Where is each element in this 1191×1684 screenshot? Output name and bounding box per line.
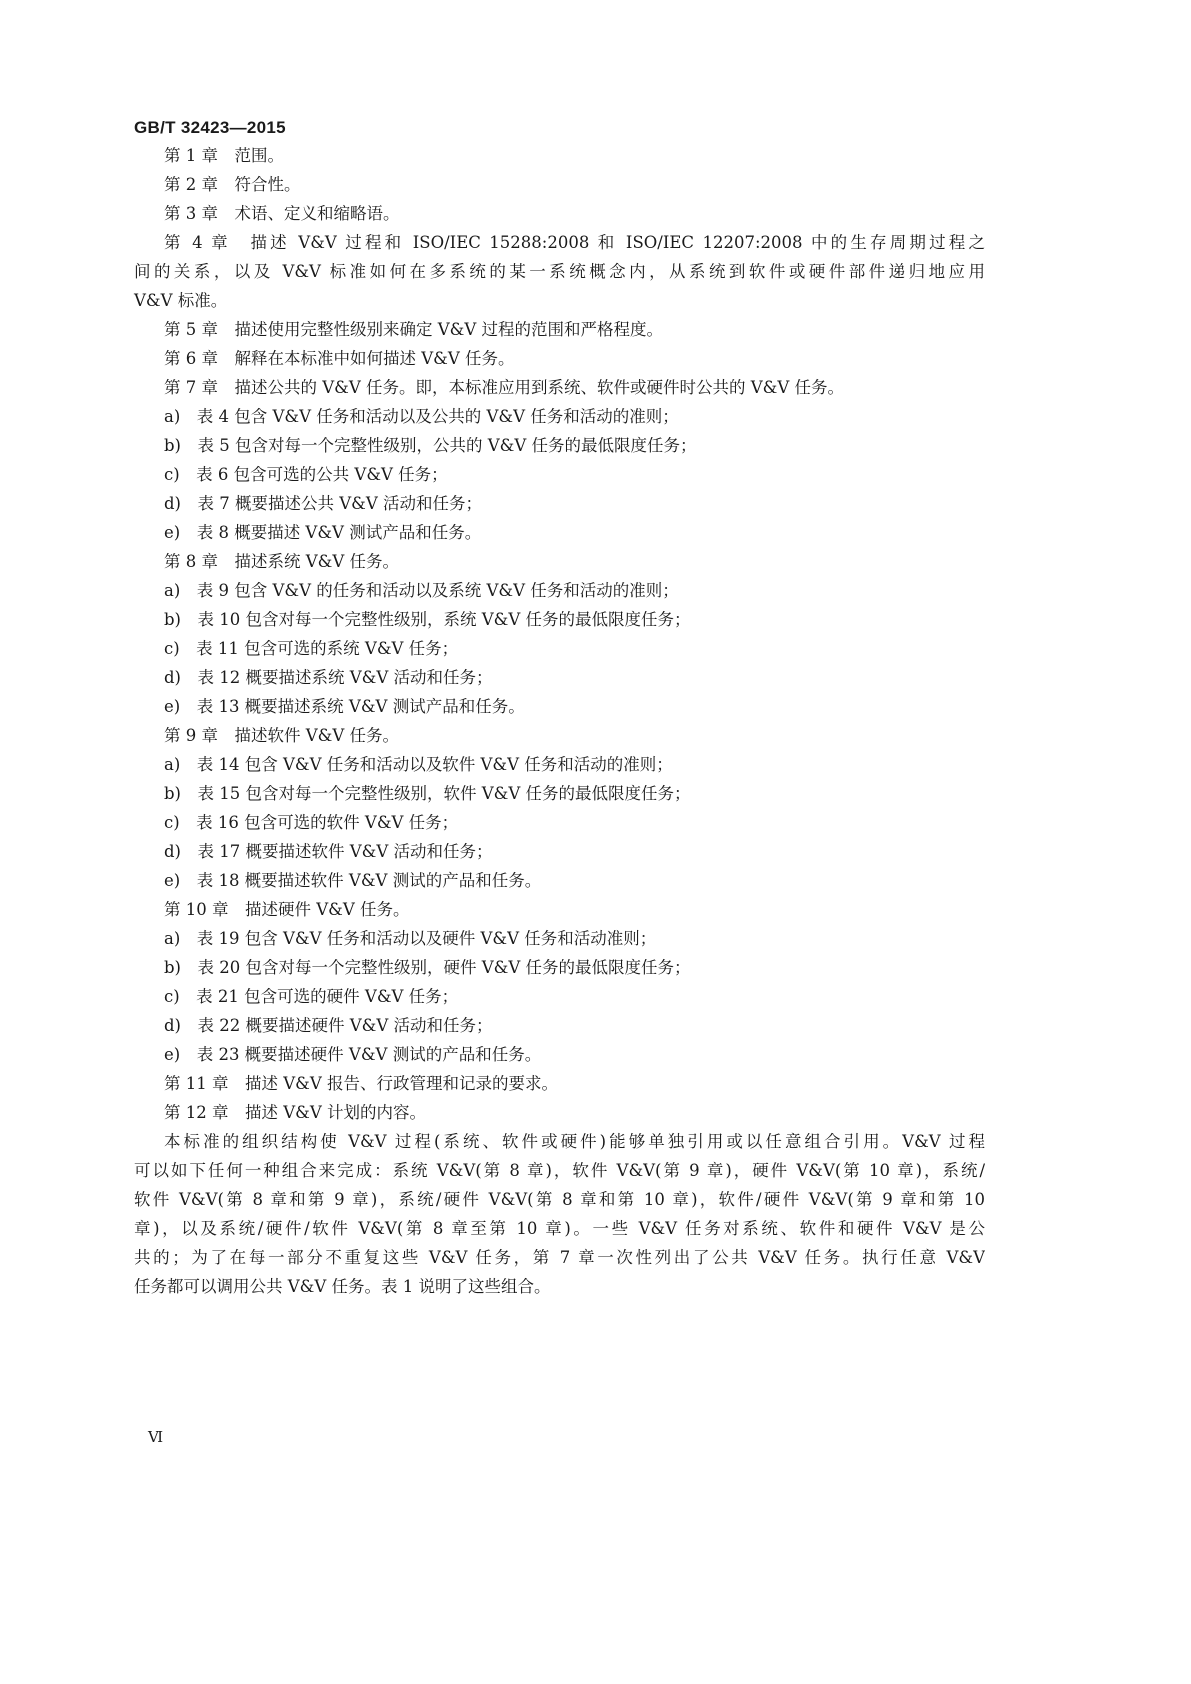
paragraph xyxy=(134,170,985,199)
text-line: 第 4 章 描述 V&V 过程和 ISO/IEC 15288:2008 和 ISO/IEC 12207:2008 中的生存周期过程之 xyxy=(164,233,985,252)
text-line: 第 1 章 范围。 xyxy=(164,146,284,165)
text-line: 本标准的组织结构使 V&V 过程(系统、软件或硬件)能够单独引用或以任意组合引用。V&V 过程 xyxy=(164,1132,985,1151)
paragraph xyxy=(134,460,985,489)
text-line: 可以如下任何一种组合来完成：系统 V&V(第 8 章)，软件 V&V(第 9 章)，硬件 V&V(第 10 章)，系统/ xyxy=(134,1161,985,1180)
text-line: d) 表 12 概要描述系统 V&V 活动和任务； xyxy=(164,668,493,687)
paragraph xyxy=(134,199,985,228)
paragraph xyxy=(134,779,985,808)
page-number: Ⅵ xyxy=(148,1428,164,1446)
text-line: a) 表 4 包含 V&V 任务和活动以及公共的 V&V 任务和活动的准则； xyxy=(164,407,679,426)
paragraph xyxy=(134,692,985,721)
text-line: e) 表 23 概要描述硬件 V&V 测试的产品和任务。 xyxy=(164,1045,542,1064)
paragraph xyxy=(134,547,985,576)
paragraph xyxy=(134,1040,985,1069)
text-line: b) 表 20 包含对每一个完整性级别，硬件 V&V 任务的最低限度任务； xyxy=(164,958,691,977)
paragraph xyxy=(134,663,985,692)
paragraph xyxy=(134,924,985,953)
text-line: b) 表 5 包含对每一个完整性级别，公共的 V&V 任务的最低限度任务； xyxy=(164,436,697,455)
paragraph xyxy=(134,344,985,373)
paragraph xyxy=(134,373,985,402)
document-body xyxy=(134,141,985,1301)
paragraph xyxy=(134,721,985,750)
paragraph xyxy=(134,605,985,634)
text-line: d) 表 17 概要描述软件 V&V 活动和任务； xyxy=(164,842,493,861)
text-line: 第 6 章 解释在本标准中如何描述 V&V 任务。 xyxy=(164,349,515,368)
text-line: 第 12 章 描述 V&V 计划的内容。 xyxy=(164,1103,426,1122)
text-line: e) 表 18 概要描述软件 V&V 测试的产品和任务。 xyxy=(164,871,542,890)
paragraph xyxy=(134,634,985,663)
paragraph xyxy=(134,982,985,1011)
paragraph xyxy=(134,953,985,982)
text-line: b) 表 10 包含对每一个完整性级别，系统 V&V 任务的最低限度任务； xyxy=(164,610,691,629)
text-line: 间的关系，以及 V&V 标准如何在多系统的某一系统概念内，从系统到软件或硬件部件递归地应用 xyxy=(134,262,985,281)
text-line: 第 8 章 描述系统 V&V 任务。 xyxy=(164,552,399,571)
text-line: d) 表 7 概要描述公共 V&V 活动和任务； xyxy=(164,494,482,513)
paragraph xyxy=(134,402,985,431)
text-line: 第 2 章 符合性。 xyxy=(164,175,301,194)
text-line: 第 10 章 描述硬件 V&V 任务。 xyxy=(164,900,410,919)
paragraph xyxy=(134,1098,985,1127)
text-line: c) 表 21 包含可选的硬件 V&V 任务； xyxy=(164,987,459,1006)
text-line: c) 表 16 包含可选的软件 V&V 任务； xyxy=(164,813,459,832)
text-line: 软件 V&V(第 8 章和第 9 章)，系统/硬件 V&V(第 8 章和第 10 章)，软件/硬件 V&V(第 9 章和第 10 xyxy=(134,1190,985,1209)
text-line: e) 表 13 概要描述系统 V&V 测试产品和任务。 xyxy=(164,697,525,716)
text-line: d) 表 22 概要描述硬件 V&V 活动和任务； xyxy=(164,1016,493,1035)
paragraph xyxy=(134,489,985,518)
text-line: V&V 标准。 xyxy=(134,291,228,310)
paragraph xyxy=(134,141,985,170)
text-line: a) 表 9 包含 V&V 的任务和活动以及系统 V&V 任务和活动的准则； xyxy=(164,581,679,600)
text-line: b) 表 15 包含对每一个完整性级别，软件 V&V 任务的最低限度任务； xyxy=(164,784,691,803)
paragraph xyxy=(134,1127,985,1301)
text-line: 共的；为了在每一部分不重复这些 V&V 任务，第 7 章一次性列出了公共 V&V 任务。执行任意 V&V xyxy=(134,1248,985,1267)
text-line: 第 11 章 描述 V&V 报告、行政管理和记录的要求。 xyxy=(164,1074,558,1093)
text-line: 第 3 章 术语、定义和缩略语。 xyxy=(164,204,400,223)
text-line: c) 表 6 包含可选的公共 V&V 任务； xyxy=(164,465,448,484)
paragraph xyxy=(134,518,985,547)
paragraph xyxy=(134,431,985,460)
text-line: 任务都可以调用公共 V&V 任务。表 1 说明了这些组合。 xyxy=(134,1277,551,1296)
text-line: 第 9 章 描述软件 V&V 任务。 xyxy=(164,726,399,745)
text-line: 章)，以及系统/硬件/软件 V&V(第 8 章至第 10 章)。一些 V&V 任务对系统、软件和硬件 V&V 是公 xyxy=(134,1219,985,1238)
document-id-header: GB/T 32423—2015 xyxy=(134,118,286,137)
text-line: a) 表 19 包含 V&V 任务和活动以及硬件 V&V 任务和活动准则； xyxy=(164,929,657,948)
paragraph xyxy=(134,895,985,924)
text-line: e) 表 8 概要描述 V&V 测试产品和任务。 xyxy=(164,523,482,542)
paragraph xyxy=(134,1011,985,1040)
paragraph xyxy=(134,837,985,866)
text-line: a) 表 14 包含 V&V 任务和活动以及软件 V&V 任务和活动的准则； xyxy=(164,755,673,774)
paragraph xyxy=(134,228,985,315)
paragraph xyxy=(134,1069,985,1098)
text-line: c) 表 11 包含可选的系统 V&V 任务； xyxy=(164,639,459,658)
paragraph xyxy=(134,576,985,605)
text-line: 第 7 章 描述公共的 V&V 任务。即，本标准应用到系统、软件或硬件时公共的 V&V 任务。 xyxy=(164,378,845,397)
paragraph xyxy=(134,315,985,344)
paragraph xyxy=(134,750,985,779)
text-line: 第 5 章 描述使用完整性级别来确定 V&V 过程的范围和严格程度。 xyxy=(164,320,663,339)
paragraph xyxy=(134,808,985,837)
paragraph xyxy=(134,866,985,895)
